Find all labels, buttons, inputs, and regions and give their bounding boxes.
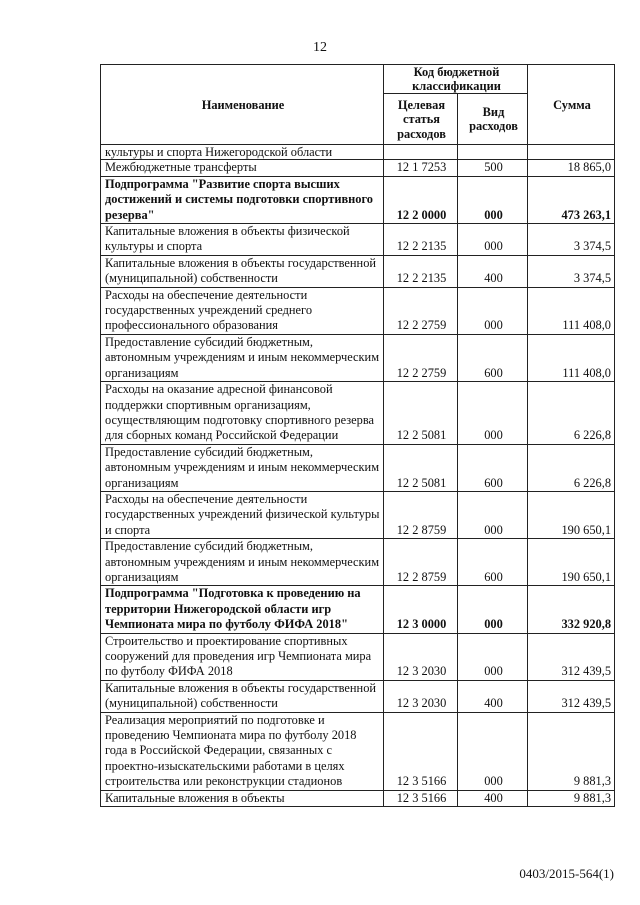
row-expense-type: 000 bbox=[458, 224, 528, 256]
row-expense-type: 000 bbox=[458, 287, 528, 334]
row-target-article: 12 2 2135 bbox=[384, 224, 458, 256]
row-expense-type: 500 bbox=[458, 160, 528, 176]
table-row bbox=[101, 680, 615, 712]
header-budget-code: Код бюджетной классификации bbox=[384, 65, 528, 94]
row-name: культуры и спорта Нижегородской области bbox=[101, 145, 384, 160]
row-target-article: 12 2 8759 bbox=[384, 539, 458, 586]
header-target-article: Целевая статья расходов bbox=[384, 94, 458, 145]
row-expense-type: 000 bbox=[458, 633, 528, 680]
row-target-article: 12 1 7253 bbox=[384, 160, 458, 176]
row-target-article bbox=[384, 145, 458, 160]
table-row bbox=[101, 712, 615, 790]
row-target-article: 12 2 0000 bbox=[384, 176, 458, 223]
row-name: Капитальные вложения в объекты bbox=[101, 790, 384, 806]
table-row bbox=[101, 224, 615, 256]
row-target-article: 12 2 5081 bbox=[384, 382, 458, 445]
row-expense-type: 600 bbox=[458, 334, 528, 381]
row-expense-type: 000 bbox=[458, 712, 528, 790]
row-sum: 6 226,8 bbox=[528, 382, 615, 445]
row-sum: 111 408,0 bbox=[528, 334, 615, 381]
row-expense-type: 000 bbox=[458, 586, 528, 633]
table-row bbox=[101, 633, 615, 680]
row-name: Подпрограмма "Подготовка к проведению на территории Нижегородской области игр Чемпионата мира по футболу ФИФА 2018" bbox=[101, 586, 384, 633]
row-name: Строительство и проектирование спортивных сооружений для проведения игр Чемпионата мира по футболу ФИФА 2018 bbox=[101, 633, 384, 680]
row-sum: 190 650,1 bbox=[528, 539, 615, 586]
row-name: Расходы на оказание адресной финансовой поддержки спортивным организациям, осуществляющим подготовку спортивного резерва для сборных команд Российской Федерации bbox=[101, 382, 384, 445]
header-name: Наименование bbox=[101, 65, 384, 145]
row-sum: 9 881,3 bbox=[528, 790, 615, 806]
row-sum: 3 374,5 bbox=[528, 224, 615, 256]
table-row bbox=[101, 176, 615, 223]
row-sum bbox=[528, 145, 615, 160]
row-target-article: 12 2 2135 bbox=[384, 255, 458, 287]
row-sum: 473 263,1 bbox=[528, 176, 615, 223]
row-target-article: 12 3 2030 bbox=[384, 680, 458, 712]
table-row bbox=[101, 160, 615, 176]
row-sum: 332 920,8 bbox=[528, 586, 615, 633]
row-target-article: 12 2 5081 bbox=[384, 444, 458, 491]
row-name: Расходы на обеспечение деятельности государственных учреждений физической культуры и спорта bbox=[101, 491, 384, 538]
row-target-article: 12 2 8759 bbox=[384, 491, 458, 538]
row-sum: 111 408,0 bbox=[528, 287, 615, 334]
header-sum: Сумма bbox=[528, 65, 615, 145]
row-name: Предоставление субсидий бюджетным, автономным учреждениям и иным некоммерческим организациям bbox=[101, 539, 384, 586]
row-target-article: 12 3 2030 bbox=[384, 633, 458, 680]
table-row bbox=[101, 586, 615, 633]
row-expense-type: 400 bbox=[458, 255, 528, 287]
row-sum: 312 439,5 bbox=[528, 680, 615, 712]
row-target-article: 12 2 2759 bbox=[384, 334, 458, 381]
row-name: Межбюджетные трансферты bbox=[101, 160, 384, 176]
table-row bbox=[101, 790, 615, 806]
table-row bbox=[101, 382, 615, 445]
row-sum: 9 881,3 bbox=[528, 712, 615, 790]
row-expense-type: 400 bbox=[458, 790, 528, 806]
document-code: 0403/2015-564(1) bbox=[519, 866, 614, 881]
table-header bbox=[101, 65, 615, 145]
row-name: Реализация мероприятий по подготовке и проведению Чемпионата мира по футболу 2018 года в Российской Федерации, связанных с проектно-изыскательскими работами в целях строительства или реконструкции стадионов bbox=[101, 712, 384, 790]
row-name: Подпрограмма "Развитие спорта высших достижений и системы подготовки спортивного резерва" bbox=[101, 176, 384, 223]
row-name: Предоставление субсидий бюджетным, автономным учреждениям и иным некоммерческим организациям bbox=[101, 334, 384, 381]
row-name: Капитальные вложения в объекты государственной (муниципальной) собственности bbox=[101, 255, 384, 287]
row-expense-type: 600 bbox=[458, 539, 528, 586]
row-expense-type: 000 bbox=[458, 176, 528, 223]
row-name: Расходы на обеспечение деятельности государственных учреждений среднего профессионального образования bbox=[101, 287, 384, 334]
row-target-article: 12 2 2759 bbox=[384, 287, 458, 334]
header-expense-type: Вид расходов bbox=[458, 94, 528, 145]
table-row bbox=[101, 334, 615, 381]
row-name: Капитальные вложения в объекты государственной (муниципальной) собственности bbox=[101, 680, 384, 712]
row-name: Предоставление субсидий бюджетным, автономным учреждениям и иным некоммерческим организациям bbox=[101, 444, 384, 491]
row-expense-type: 400 bbox=[458, 680, 528, 712]
row-target-article: 12 3 5166 bbox=[384, 712, 458, 790]
row-target-article: 12 3 5166 bbox=[384, 790, 458, 806]
table-row bbox=[101, 255, 615, 287]
row-sum: 3 374,5 bbox=[528, 255, 615, 287]
table-body bbox=[101, 145, 615, 807]
row-sum: 312 439,5 bbox=[528, 633, 615, 680]
table-row bbox=[101, 491, 615, 538]
budget-table bbox=[100, 64, 615, 807]
row-sum: 190 650,1 bbox=[528, 491, 615, 538]
row-expense-type: 000 bbox=[458, 491, 528, 538]
page-number: 12 bbox=[313, 40, 327, 55]
row-sum: 6 226,8 bbox=[528, 444, 615, 491]
row-sum: 18 865,0 bbox=[528, 160, 615, 176]
row-expense-type: 600 bbox=[458, 444, 528, 491]
row-name: Капитальные вложения в объекты физической культуры и спорта bbox=[101, 224, 384, 256]
table-row bbox=[101, 539, 615, 586]
row-expense-type bbox=[458, 145, 528, 160]
table-row bbox=[101, 145, 615, 160]
row-expense-type: 000 bbox=[458, 382, 528, 445]
row-target-article: 12 3 0000 bbox=[384, 586, 458, 633]
table-row bbox=[101, 444, 615, 491]
table-row bbox=[101, 287, 615, 334]
